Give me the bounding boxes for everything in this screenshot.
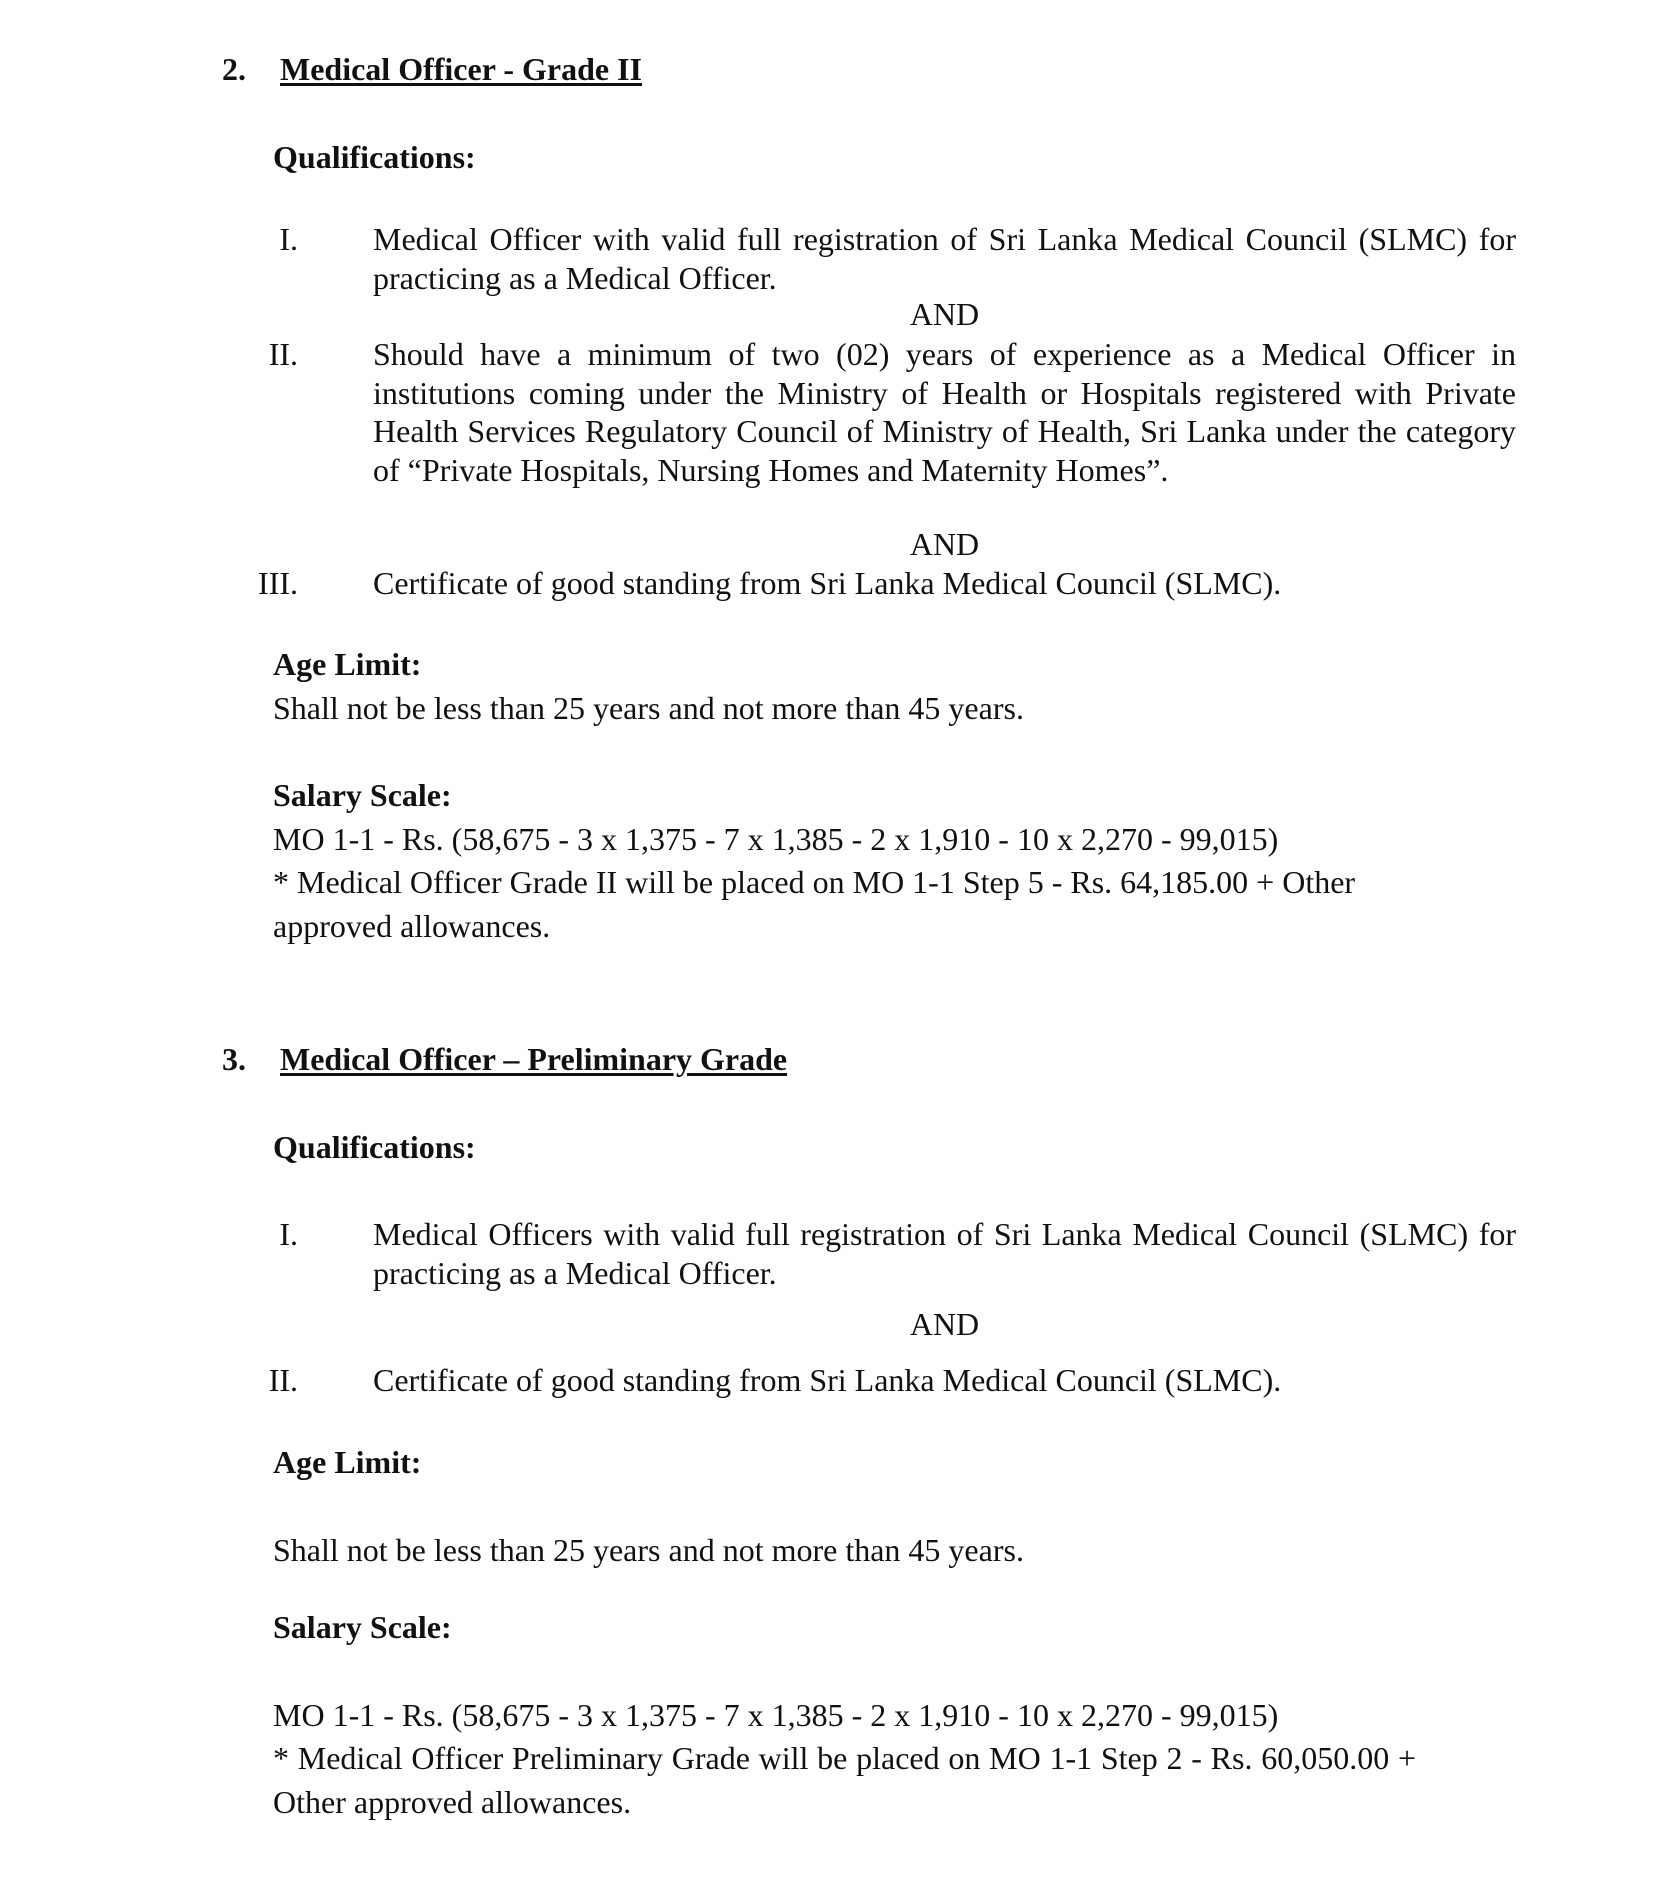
section-number: 2. (222, 51, 246, 87)
item-numeral: III. (258, 565, 298, 601)
age-limit-text: Shall not be less than 25 years and not more than 45 years. (273, 690, 1024, 726)
section-title: Medical Officer – Preliminary Grade (280, 1041, 788, 1077)
item-numeral: I. (279, 221, 298, 257)
item-numeral: II. (268, 336, 298, 372)
section-heading (222, 50, 642, 88)
qualification-item-text: Should have a minimum of two (02) years of experience as a Medical Officer in institutions coming under the Ministry of Health or Hospitals registered with Private Health Services Regulatory Council of Ministry of Health, Sri Lanka under the category of “Private Hospitals, Nursing Homes and Maternity Homes”. (373, 336, 1516, 488)
qualification-item-text: Medical Officers with valid full registration of Sri Lanka Medical Council (SLMC) for practicing as a Medical Officer. (373, 1216, 1516, 1291)
age-limit-label: Age Limit: (273, 646, 422, 682)
age-limit-text: Shall not be less than 25 years and not more than 45 years. (273, 1532, 1024, 1568)
and-separator: AND (909, 1306, 980, 1342)
salary-scale-text: MO 1-1 - Rs. (58,675 - 3 x 1,375 - 7 x 1,385 - 2 x 1,910 - 10 x 2,270 - 99,015) (273, 821, 1279, 857)
salary-note: * Medical Officer Preliminary Grade will be placed on MO 1-1 Step 2 - Rs. 60,050.00 + Other approved allowances. (273, 1740, 1416, 1820)
and-separator: AND (909, 526, 980, 562)
qualification-item-text: Certificate of good standing from Sri Lanka Medical Council (SLMC). (373, 1362, 1282, 1398)
section-number: 3. (222, 1041, 246, 1077)
and-separator: AND (909, 296, 980, 332)
salary-scale-label: Salary Scale: (273, 777, 452, 813)
salary-note: * Medical Officer Grade II will be placed on MO 1-1 Step 5 - Rs. 64,185.00 + Other approved allowances. (273, 864, 1356, 944)
item-numeral: II. (268, 1362, 298, 1398)
qualifications-label: Qualifications: (273, 139, 476, 175)
section-heading (222, 1040, 787, 1078)
age-limit-label: Age Limit: (273, 1444, 422, 1480)
qualification-item-text: Medical Officer with valid full registration of Sri Lanka Medical Council (SLMC) for practicing as a Medical Officer. (373, 221, 1516, 296)
salary-scale-label: Salary Scale: (273, 1609, 452, 1645)
item-numeral: I. (279, 1216, 298, 1252)
qualification-item-text: Certificate of good standing from Sri Lanka Medical Council (SLMC). (373, 565, 1282, 601)
section-title: Medical Officer - Grade II (280, 51, 642, 87)
salary-scale-text: MO 1-1 - Rs. (58,675 - 3 x 1,375 - 7 x 1,385 - 2 x 1,910 - 10 x 2,270 - 99,015) (273, 1697, 1279, 1733)
qualifications-label: Qualifications: (273, 1129, 476, 1165)
